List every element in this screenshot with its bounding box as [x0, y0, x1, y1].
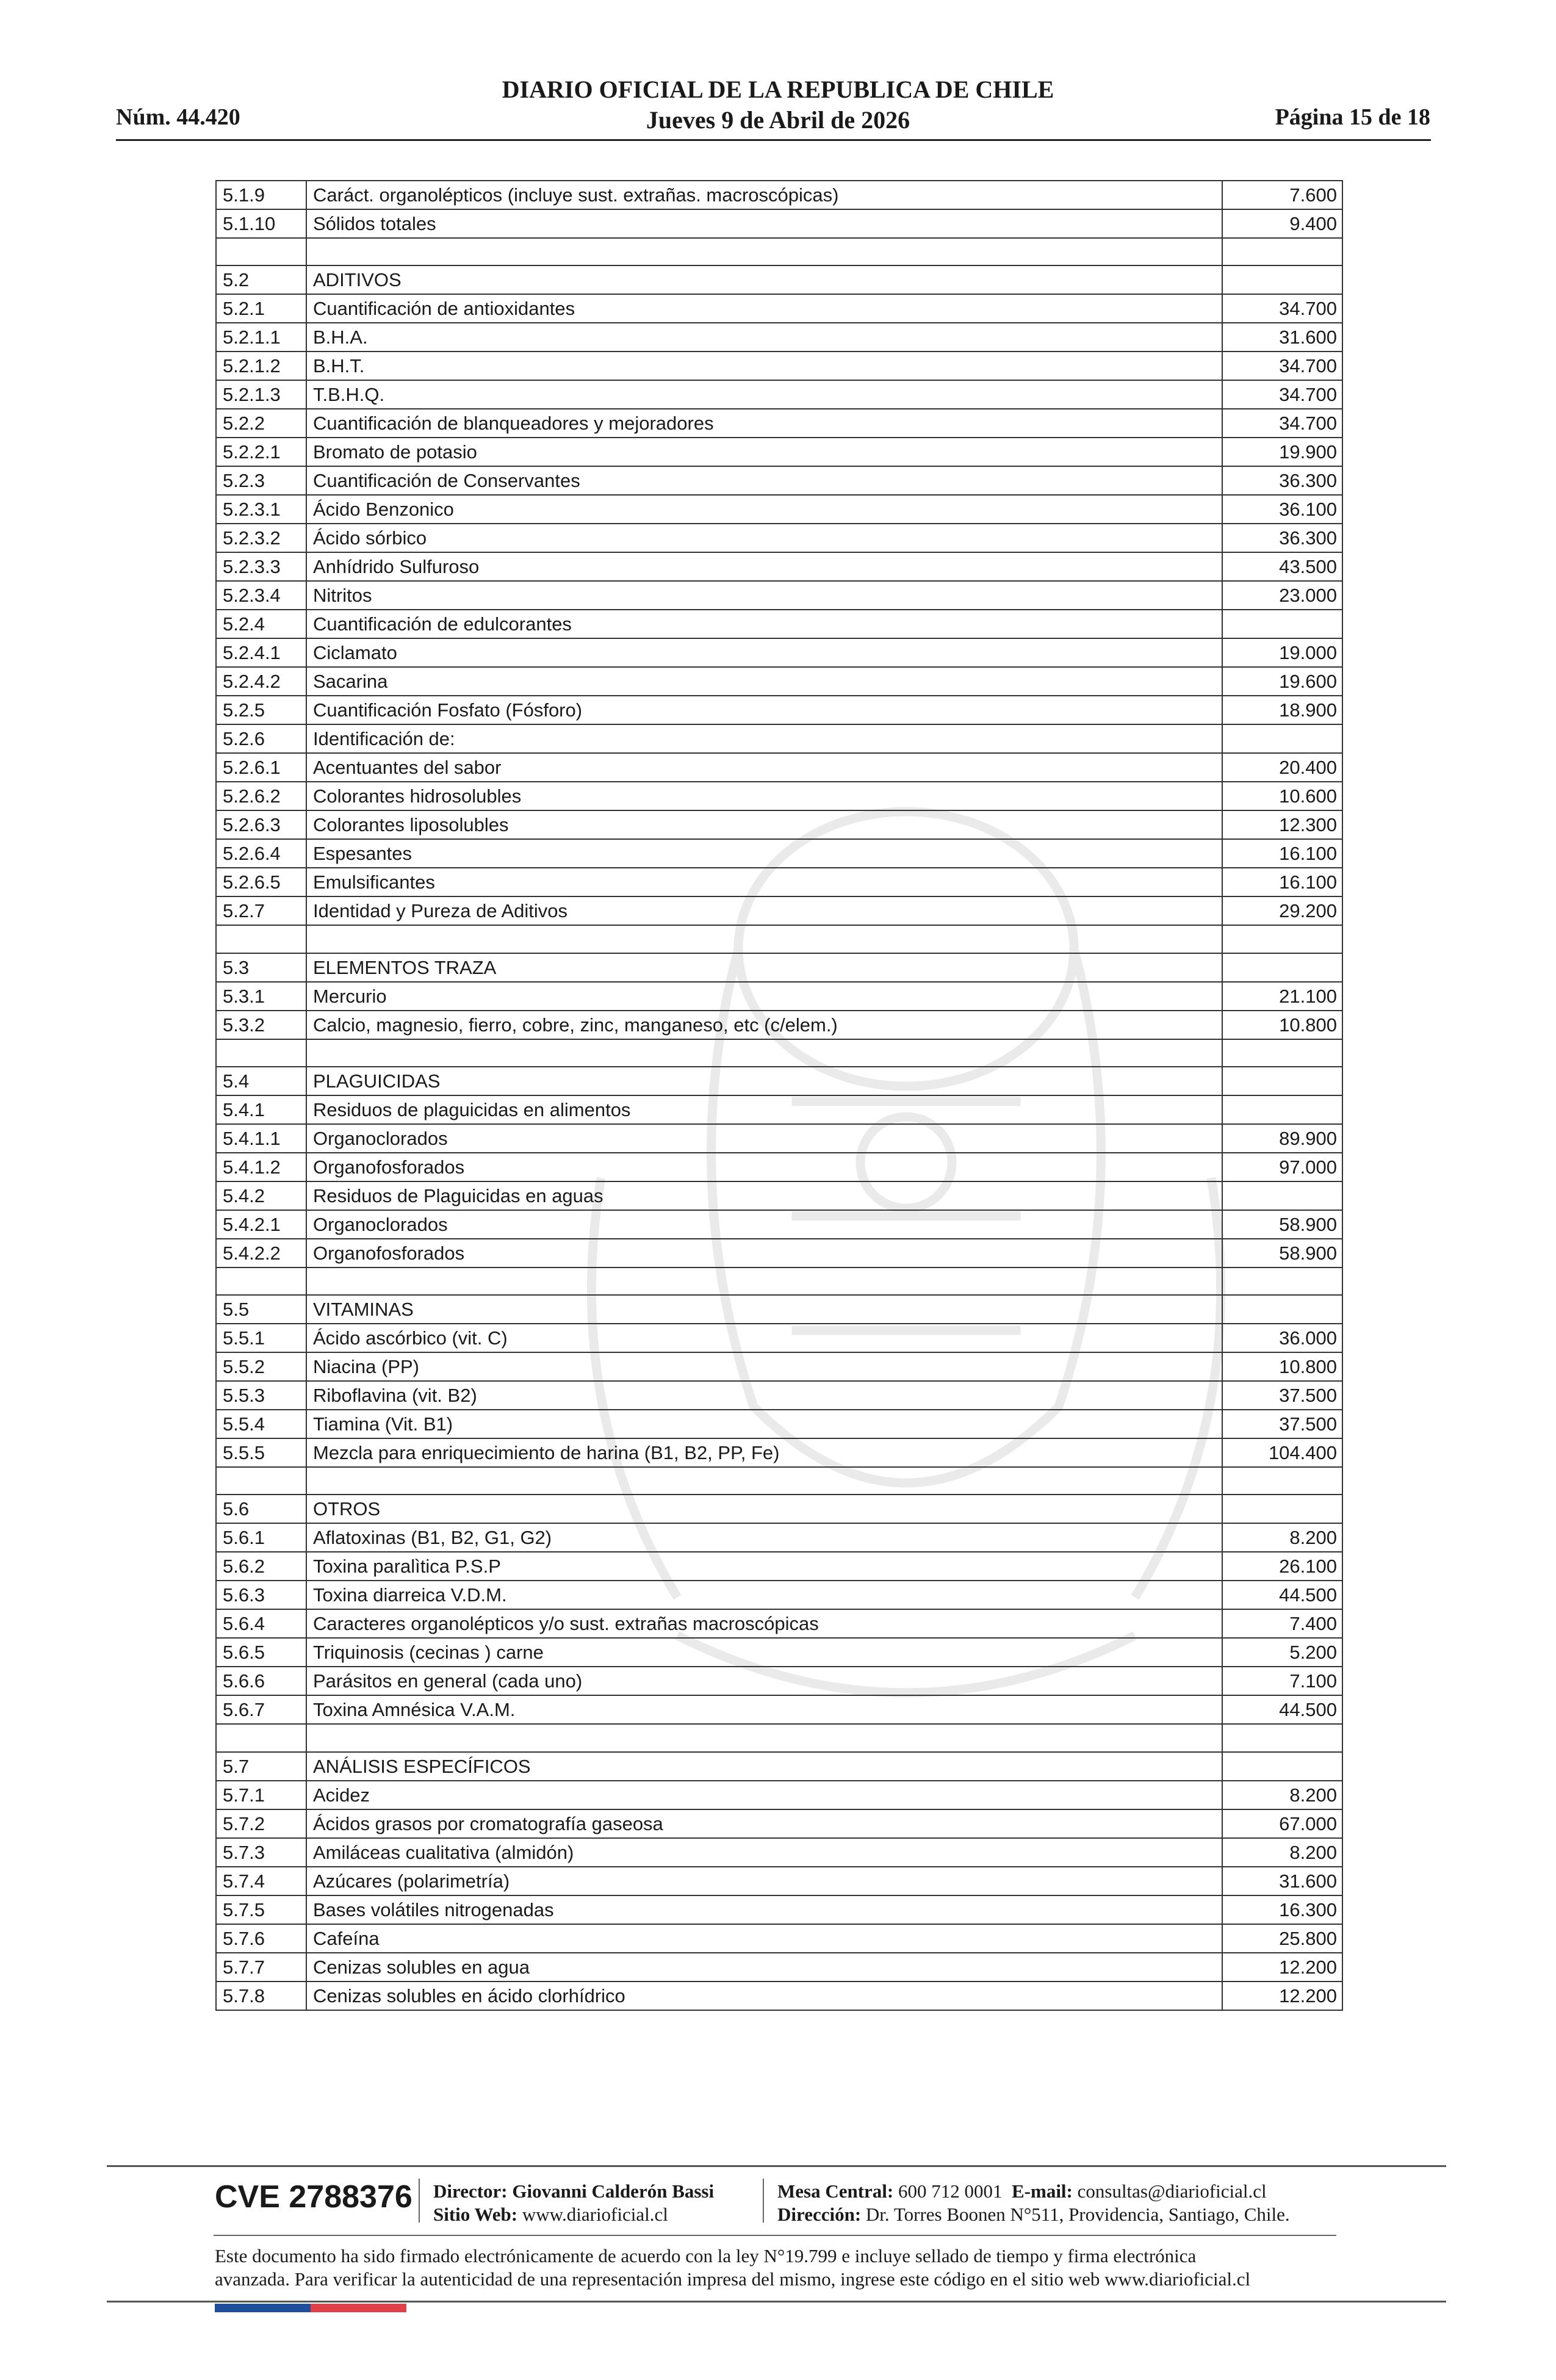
row-description	[306, 1268, 1222, 1295]
row-value: 26.100	[1222, 1552, 1342, 1581]
row-value	[1222, 1268, 1342, 1295]
row-value: 19.900	[1222, 438, 1342, 466]
row-description: Caráct. organolépticos (incluye sust. extrañas. macroscópicas)	[306, 181, 1222, 209]
row-value: 25.800	[1222, 1924, 1342, 1953]
row-code: 5.2.6	[216, 724, 306, 753]
table-row	[216, 1381, 1342, 1410]
row-description: B.H.A.	[306, 323, 1222, 352]
row-description: Colorantes hidrosolubles	[306, 782, 1222, 810]
row-value: 7.100	[1222, 1667, 1342, 1695]
row-description: Ácido Benzonico	[306, 495, 1222, 524]
row-value	[1222, 1181, 1342, 1210]
row-description: Cenizas solubles en ácido clorhídrico	[306, 1982, 1222, 2010]
row-value: 16.100	[1222, 839, 1342, 868]
row-code	[216, 1268, 306, 1295]
legal-line: avanzada. Para verificar la autenticidad de una representación impresa del mismo, ingrese este código en el sitio web www.diarioficial.cl	[215, 2268, 1251, 2290]
row-description: Sacarina	[306, 667, 1222, 696]
row-value: 34.700	[1222, 380, 1342, 409]
address-label: Dirección:	[777, 2204, 862, 2225]
row-value: 16.300	[1222, 1895, 1342, 1924]
table-row	[216, 1095, 1342, 1124]
row-description: Identidad y Pureza de Aditivos	[306, 896, 1222, 925]
row-value: 34.700	[1222, 294, 1342, 323]
row-value	[1222, 1039, 1342, 1067]
row-code: 5.4.1.1	[216, 1124, 306, 1153]
publication-date: Jueves 9 de Abril de 2026	[646, 106, 910, 134]
row-code: 5.2.4.1	[216, 638, 306, 667]
row-value: 10.800	[1222, 1011, 1342, 1039]
footer-separator	[419, 2179, 420, 2223]
row-description: Amiláceas cualitativa (almidón)	[306, 1838, 1222, 1867]
table-row	[216, 1181, 1342, 1210]
table-row	[216, 181, 1342, 209]
row-value	[1222, 1752, 1342, 1781]
footer-separator	[763, 2179, 764, 2223]
row-code: 5.4.1.2	[216, 1153, 306, 1181]
row-value: 12.200	[1222, 1953, 1342, 1982]
row-description: Organofosforados	[306, 1153, 1222, 1181]
table-row	[216, 1268, 1342, 1295]
table-row	[216, 1581, 1342, 1609]
table-row	[216, 1352, 1342, 1381]
page-number: Página 15 de 18	[1275, 104, 1430, 130]
row-description: Parásitos en general (cada uno)	[306, 1667, 1222, 1695]
row-code: 5.6.3	[216, 1581, 306, 1609]
row-code: 5.2.2.1	[216, 438, 306, 466]
table-row	[216, 1324, 1342, 1352]
table-row	[216, 696, 1342, 724]
row-value	[1222, 925, 1342, 953]
row-code: 5.4.1	[216, 1095, 306, 1124]
row-value	[1222, 1067, 1342, 1095]
table-row	[216, 1695, 1342, 1724]
row-description: Calcio, magnesio, fierro, cobre, zinc, manganeso, etc (c/elem.)	[306, 1011, 1222, 1039]
row-code: 5.2.2	[216, 409, 306, 438]
row-description: Espesantes	[306, 839, 1222, 868]
row-value	[1222, 610, 1342, 638]
row-description: Acentuantes del sabor	[306, 753, 1222, 782]
row-value: 34.700	[1222, 352, 1342, 380]
table-row	[216, 209, 1342, 238]
row-code: 5.6	[216, 1495, 306, 1523]
row-code: 5.7.3	[216, 1838, 306, 1867]
row-code: 5.2.5	[216, 696, 306, 724]
table-row	[216, 839, 1342, 868]
table-row	[216, 409, 1342, 438]
row-value: 12.300	[1222, 810, 1342, 839]
row-code: 5.2.6.5	[216, 868, 306, 896]
table-row	[216, 1924, 1342, 1953]
table-row	[216, 1609, 1342, 1638]
website-link[interactable]: www.diarioficial.cl	[522, 2204, 668, 2225]
row-code: 5.4	[216, 1067, 306, 1095]
row-code: 5.5.2	[216, 1352, 306, 1381]
header-rule	[116, 139, 1431, 141]
row-code: 5.2.3.1	[216, 495, 306, 524]
table-row	[216, 1781, 1342, 1809]
row-code: 5.7.2	[216, 1809, 306, 1838]
row-description: ANÁLISIS ESPECÍFICOS	[306, 1752, 1222, 1781]
row-code	[216, 1724, 306, 1751]
row-description: Toxina diarreica V.D.M.	[306, 1581, 1222, 1609]
table-row	[216, 1210, 1342, 1239]
mesa-label: Mesa Central:	[777, 2180, 894, 2202]
row-description	[306, 925, 1222, 953]
row-code: 5.7.5	[216, 1895, 306, 1924]
row-value: 16.100	[1222, 868, 1342, 896]
row-description: VITAMINAS	[306, 1295, 1222, 1324]
row-description	[306, 1467, 1222, 1495]
table-row	[216, 524, 1342, 552]
table-row	[216, 352, 1342, 380]
row-description: Organofosforados	[306, 1239, 1222, 1268]
table-row	[216, 323, 1342, 352]
table-row	[216, 380, 1342, 409]
row-code: 5.5	[216, 1295, 306, 1324]
row-value: 31.600	[1222, 1867, 1342, 1895]
fees-table-body	[216, 181, 1342, 2010]
table-row	[216, 810, 1342, 839]
row-code: 5.7.8	[216, 1982, 306, 2010]
row-code: 5.2.1.3	[216, 380, 306, 409]
footer-middle-rule	[214, 2235, 1336, 2236]
table-row	[216, 1809, 1342, 1838]
row-value: 19.000	[1222, 638, 1342, 667]
footer-bottom-rule	[107, 2301, 1446, 2302]
footer-director-block	[433, 2180, 714, 2226]
row-value: 104.400	[1222, 1438, 1342, 1467]
issue-number: Núm. 44.420	[116, 104, 240, 130]
publication-title: DIARIO OFICIAL DE LA REPUBLICA DE CHILE	[502, 76, 1054, 103]
row-value	[1222, 1467, 1342, 1495]
row-code: 5.4.2.1	[216, 1210, 306, 1239]
row-value: 9.400	[1222, 209, 1342, 238]
cve-code: CVE 2788376	[215, 2179, 412, 2215]
row-code: 5.6.7	[216, 1695, 306, 1724]
row-description: Bases volátiles nitrogenadas	[306, 1895, 1222, 1924]
row-code: 5.5.1	[216, 1324, 306, 1352]
row-value: 7.600	[1222, 181, 1342, 209]
row-code: 5.3.1	[216, 982, 306, 1011]
row-code: 5.5.5	[216, 1438, 306, 1467]
row-value: 97.000	[1222, 1153, 1342, 1181]
row-description: Residuos de Plaguicidas en aguas	[306, 1181, 1222, 1210]
table-row	[216, 1523, 1342, 1552]
row-code: 5.2.6.3	[216, 810, 306, 839]
row-code: 5.2.4	[216, 610, 306, 638]
row-value: 44.500	[1222, 1695, 1342, 1724]
row-value: 36.000	[1222, 1324, 1342, 1352]
row-code: 5.2	[216, 265, 306, 294]
table-row	[216, 638, 1342, 667]
row-description: ADITIVOS	[306, 265, 1222, 294]
table-row	[216, 1239, 1342, 1268]
table-row	[216, 1867, 1342, 1895]
row-description: B.H.T.	[306, 352, 1222, 380]
table-row	[216, 782, 1342, 810]
flag-red-bar	[311, 2304, 406, 2312]
row-code: 5.6.5	[216, 1638, 306, 1667]
table-row	[216, 1124, 1342, 1153]
table-row	[216, 1752, 1342, 1781]
row-code: 5.7	[216, 1752, 306, 1781]
row-code	[216, 925, 306, 953]
row-description: PLAGUICIDAS	[306, 1067, 1222, 1095]
row-description: Cafeína	[306, 1924, 1222, 1953]
row-code	[216, 1467, 306, 1495]
row-description: Organoclorados	[306, 1124, 1222, 1153]
row-code: 5.1.9	[216, 181, 306, 209]
website-label: Sitio Web:	[433, 2204, 518, 2225]
table-row	[216, 753, 1342, 782]
row-value: 8.200	[1222, 1838, 1342, 1867]
table-row	[216, 294, 1342, 323]
row-description	[306, 1039, 1222, 1067]
row-description: Cuantificación de edulcorantes	[306, 610, 1222, 638]
row-value: 58.900	[1222, 1239, 1342, 1268]
table-row	[216, 667, 1342, 696]
row-description: Anhídrido Sulfuroso	[306, 552, 1222, 581]
row-description: Cuantificación de antioxidantes	[306, 294, 1222, 323]
row-description: Acidez	[306, 1781, 1222, 1809]
row-value: 44.500	[1222, 1581, 1342, 1609]
table-row	[216, 1667, 1342, 1695]
row-code: 5.6.6	[216, 1667, 306, 1695]
row-code: 5.2.3	[216, 466, 306, 495]
table-row	[216, 1467, 1342, 1495]
row-code: 5.2.1	[216, 294, 306, 323]
row-value: 18.900	[1222, 696, 1342, 724]
row-code: 5.6.4	[216, 1609, 306, 1638]
row-description: Caracteres organolépticos y/o sust. extrañas macroscópicas	[306, 1609, 1222, 1638]
row-code	[216, 238, 306, 265]
row-code: 5.5.3	[216, 1381, 306, 1410]
row-value: 36.300	[1222, 466, 1342, 495]
row-description	[306, 238, 1222, 265]
table-row	[216, 1067, 1342, 1095]
row-description: Ácido ascórbico (vit. C)	[306, 1324, 1222, 1352]
row-value	[1222, 1724, 1342, 1751]
table-row	[216, 1895, 1342, 1924]
footer-contact-block	[777, 2180, 1290, 2226]
table-row	[216, 1724, 1342, 1751]
table-row	[216, 1438, 1342, 1467]
row-value: 7.400	[1222, 1609, 1342, 1638]
row-description: Nitritos	[306, 581, 1222, 610]
row-code: 5.7.7	[216, 1953, 306, 1982]
legal-notice	[215, 2245, 1344, 2291]
row-value: 20.400	[1222, 753, 1342, 782]
row-description: OTROS	[306, 1495, 1222, 1523]
row-value: 37.500	[1222, 1410, 1342, 1438]
row-description: Aflatoxinas (B1, B2, G1, G2)	[306, 1523, 1222, 1552]
row-code: 5.6.1	[216, 1523, 306, 1552]
row-description: Colorantes liposolubles	[306, 810, 1222, 839]
email-link[interactable]: consultas@diarioficial.cl	[1077, 2180, 1267, 2202]
table-row	[216, 896, 1342, 925]
row-description: Ciclamato	[306, 638, 1222, 667]
row-code: 5.2.1.1	[216, 323, 306, 352]
row-code: 5.2.4.2	[216, 667, 306, 696]
row-code: 5.2.6.2	[216, 782, 306, 810]
mesa-phone: 600 712 0001	[898, 2180, 1003, 2202]
table-row	[216, 1410, 1342, 1438]
row-description: Sólidos totales	[306, 209, 1222, 238]
row-value: 36.300	[1222, 524, 1342, 552]
email-label: E-mail:	[1012, 2180, 1073, 2202]
row-value: 8.200	[1222, 1523, 1342, 1552]
row-code: 5.2.3.4	[216, 581, 306, 610]
table-row	[216, 1039, 1342, 1067]
row-description: Cenizas solubles en agua	[306, 1953, 1222, 1982]
row-code: 5.7.4	[216, 1867, 306, 1895]
row-value: 5.200	[1222, 1638, 1342, 1667]
address-value: Dr. Torres Boonen N°511, Providencia, Santiago, Chile.	[865, 2204, 1290, 2225]
row-value: 89.900	[1222, 1124, 1342, 1153]
table-row	[216, 552, 1342, 581]
row-code: 5.2.3.3	[216, 552, 306, 581]
table-row	[216, 953, 1342, 982]
row-value: 12.200	[1222, 1982, 1342, 2010]
director-label: Director:	[433, 2180, 508, 2202]
row-code: 5.7.6	[216, 1924, 306, 1953]
table-row	[216, 466, 1342, 495]
row-value	[1222, 1295, 1342, 1324]
table-row	[216, 238, 1342, 265]
flag-blue-bar	[215, 2304, 311, 2312]
director-name: Giovanni Calderón Bassi	[512, 2180, 715, 2202]
row-value: 29.200	[1222, 896, 1342, 925]
row-value: 37.500	[1222, 1381, 1342, 1410]
row-description: Triquinosis (cecinas ) carne	[306, 1638, 1222, 1667]
row-code: 5.2.1.2	[216, 352, 306, 380]
row-value: 67.000	[1222, 1809, 1342, 1838]
table-row	[216, 1982, 1342, 2010]
row-description: T.B.H.Q.	[306, 380, 1222, 409]
table-row	[216, 1638, 1342, 1667]
table-row	[216, 1011, 1342, 1039]
row-description: Cuantificación Fosfato (Fósforo)	[306, 696, 1222, 724]
row-description: Azúcares (polarimetría)	[306, 1867, 1222, 1895]
row-description: Cuantificación de blanqueadores y mejoradores	[306, 409, 1222, 438]
row-value: 8.200	[1222, 1781, 1342, 1809]
table-row	[216, 1295, 1342, 1324]
fees-table	[215, 180, 1343, 2011]
row-code: 5.5.4	[216, 1410, 306, 1438]
row-code: 5.1.10	[216, 209, 306, 238]
footer-top-rule	[107, 2165, 1446, 2167]
row-code: 5.3	[216, 953, 306, 982]
row-value	[1222, 1495, 1342, 1523]
row-code: 5.4.2.2	[216, 1239, 306, 1268]
row-code: 5.3.2	[216, 1011, 306, 1039]
row-value	[1222, 724, 1342, 753]
table-row	[216, 868, 1342, 896]
row-code: 5.2.6.4	[216, 839, 306, 868]
table-row	[216, 1838, 1342, 1867]
row-description: Emulsificantes	[306, 868, 1222, 896]
table-row	[216, 495, 1342, 524]
row-description: ELEMENTOS TRAZA	[306, 953, 1222, 982]
row-value: 31.600	[1222, 323, 1342, 352]
row-description: Residuos de plaguicidas en alimentos	[306, 1095, 1222, 1124]
table-row	[216, 1495, 1342, 1523]
table-row	[216, 925, 1342, 953]
row-description: Toxina Amnésica V.A.M.	[306, 1695, 1222, 1724]
table-row	[216, 1153, 1342, 1181]
row-code: 5.2.6.1	[216, 753, 306, 782]
row-value: 10.600	[1222, 782, 1342, 810]
row-code	[216, 1039, 306, 1067]
row-description: Identificación de:	[306, 724, 1222, 753]
row-code: 5.4.2	[216, 1181, 306, 1210]
row-value	[1222, 953, 1342, 982]
row-value: 36.100	[1222, 495, 1342, 524]
row-code: 5.2.3.2	[216, 524, 306, 552]
table-row	[216, 265, 1342, 294]
table-row	[216, 438, 1342, 466]
row-description	[306, 1724, 1222, 1751]
row-value: 34.700	[1222, 409, 1342, 438]
row-value	[1222, 238, 1342, 265]
row-code: 5.7.1	[216, 1781, 306, 1809]
row-code: 5.6.2	[216, 1552, 306, 1581]
row-value	[1222, 1095, 1342, 1124]
row-description: Ácidos grasos por cromatografía gaseosa	[306, 1809, 1222, 1838]
row-value: 19.600	[1222, 667, 1342, 696]
table-row	[216, 1953, 1342, 1982]
row-value: 23.000	[1222, 581, 1342, 610]
row-description: Ácido sórbico	[306, 524, 1222, 552]
row-description: Organoclorados	[306, 1210, 1222, 1239]
row-description: Mezcla para enriquecimiento de harina (B1, B2, PP, Fe)	[306, 1438, 1222, 1467]
row-value: 21.100	[1222, 982, 1342, 1011]
row-description: Bromato de potasio	[306, 438, 1222, 466]
table-row	[216, 1552, 1342, 1581]
row-value: 10.800	[1222, 1352, 1342, 1381]
row-value	[1222, 265, 1342, 294]
row-description: Niacina (PP)	[306, 1352, 1222, 1381]
row-value: 43.500	[1222, 552, 1342, 581]
legal-line: Este documento ha sido firmado electrónicamente de acuerdo con la ley N°19.799 e incluye sellado de tiempo y firma electrónica	[215, 2245, 1197, 2266]
row-value: 58.900	[1222, 1210, 1342, 1239]
row-description: Cuantificación de Conservantes	[306, 466, 1222, 495]
table-row	[216, 581, 1342, 610]
row-description: Toxina paralìtica P.S.P	[306, 1552, 1222, 1581]
table-row	[216, 982, 1342, 1011]
table-row	[216, 724, 1342, 753]
table-row	[216, 610, 1342, 638]
row-description: Riboflavina (vit. B2)	[306, 1381, 1222, 1410]
row-description: Tiamina (Vit. B1)	[306, 1410, 1222, 1438]
row-description: Mercurio	[306, 982, 1222, 1011]
row-code: 5.2.7	[216, 896, 306, 925]
